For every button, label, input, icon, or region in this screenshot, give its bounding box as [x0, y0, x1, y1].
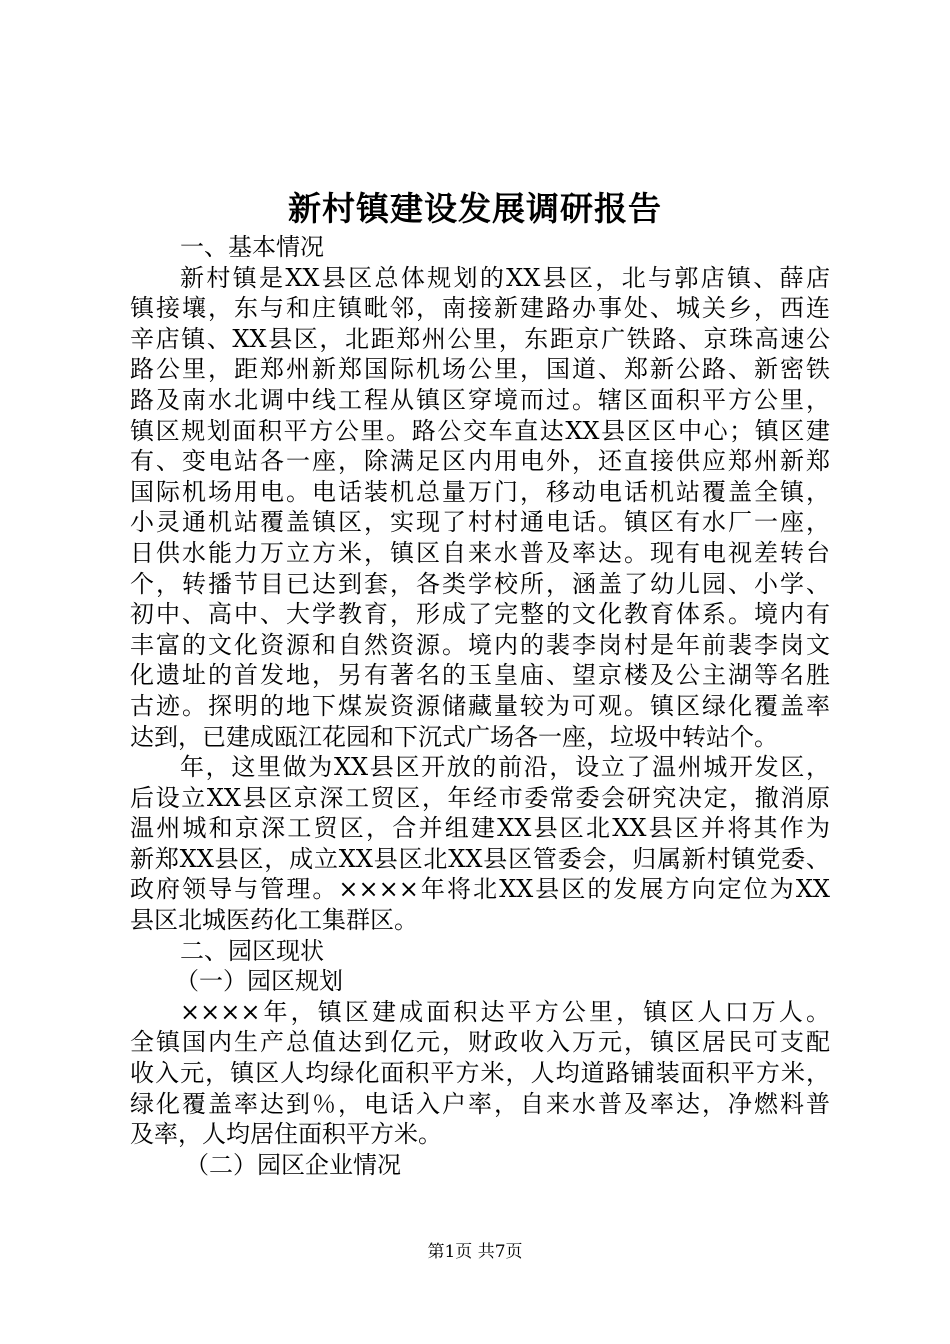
paragraph-line: 古迹。探明的地下煤炭资源储藏量较为可观。镇区绿化覆盖率: [130, 691, 830, 720]
paragraph-line: 个，转播节目已达到套，各类学校所，涵盖了幼儿园、小学、: [130, 569, 830, 598]
paragraph-line: 新村镇是XX县区总体规划的XX县区，北与郭店镇、薛店: [180, 263, 830, 292]
paragraph-line: 路及南水北调中线工程从镇区穿境而过。辖区面积平方公里，: [130, 385, 830, 414]
paragraph-line: 县区北城医药化工集群区。: [130, 906, 418, 935]
section-heading: 一、基本情况: [180, 233, 324, 261]
paragraph-line: 后设立XX县区京深工贸区，年经市委常委会研究决定，撤消原: [130, 783, 830, 812]
paragraph-line: 有、变电站各一座，除满足区内用电外，还直接供应郑州新郑: [130, 447, 830, 476]
paragraph-line: 日供水能力万立方米，镇区自来水普及率达。现有电视差转台: [130, 538, 830, 567]
paragraph-line: 镇接壤，东与和庄镇毗邻，南接新建路办事处、城关乡，西连: [130, 294, 830, 323]
paragraph-line: 国际机场用电。电话装机总量万门，移动电话机站覆盖全镇，: [130, 477, 830, 506]
section-heading: 二、园区现状: [180, 936, 324, 965]
paragraph: [130, 263, 830, 753]
paragraph-line: 新郑XX县区，成立XX县区北XX县区管委会，归属新村镇党委、: [130, 844, 830, 873]
paragraph-line: 达到，已建成瓯江花园和下沉式广场各一座，垃圾中转站个。: [130, 722, 778, 751]
paragraph-line: 化遗址的首发地，另有著名的玉皇庙、望京楼及公主湖等名胜: [130, 661, 830, 690]
document-title: 新村镇建设发展调研报告: [288, 189, 662, 228]
paragraph-line: 收入元，镇区人均绿化面积平方米，人均道路铺装面积平方米，: [130, 1059, 830, 1088]
paragraph-line: 及率，人均居住面积平方米。: [130, 1120, 442, 1149]
paragraph-line: 年，这里做为XX县区开放的前沿，设立了温州城开发区，: [180, 753, 830, 782]
paragraph-line: 温州城和京深工贸区，合并组建XX县区北XX县区并将其作为: [130, 814, 830, 843]
paragraph: [130, 752, 830, 936]
paragraph: [130, 997, 830, 1150]
paragraph-line: 路公里，距郑州新郑国际机场公里，国道、郑新公路、新密铁: [130, 355, 830, 384]
paragraph-line: 全镇国内生产总值达到亿元，财政收入万元，镇区居民可支配: [130, 1028, 830, 1057]
paragraph-line: 镇区规划面积平方公里。路公交车直达XX县区区中心；镇区建: [130, 416, 830, 445]
page-footer: 第1页 共7页: [427, 1242, 523, 1262]
paragraph-line: 绿化覆盖率达到％，电话入户率，自来水普及率达，净燃料普: [130, 1089, 830, 1118]
paragraph-line: 丰富的文化资源和自然资源。境内的裴李岗村是年前裴李岗文: [130, 630, 830, 659]
document-body: [130, 232, 830, 1180]
subsection-heading: （一）园区规划: [175, 967, 343, 996]
subsection-heading: （二）园区企业情况: [185, 1150, 401, 1179]
paragraph-line: ××××年，镇区建成面积达平方公里，镇区人口万人。: [180, 997, 830, 1026]
paragraph-line: 小灵通机站覆盖镇区，实现了村村通电话。镇区有水厂一座，: [130, 508, 830, 537]
paragraph-line: 辛店镇、XX县区，北距郑州公里，东距京广铁路、京珠高速公: [130, 324, 830, 353]
paragraph-line: 政府领导与管理。××××年将北XX县区的发展方向定位为XX: [130, 875, 830, 904]
paragraph-line: 初中、高中、大学教育，形成了完整的文化教育体系。境内有: [130, 600, 830, 629]
